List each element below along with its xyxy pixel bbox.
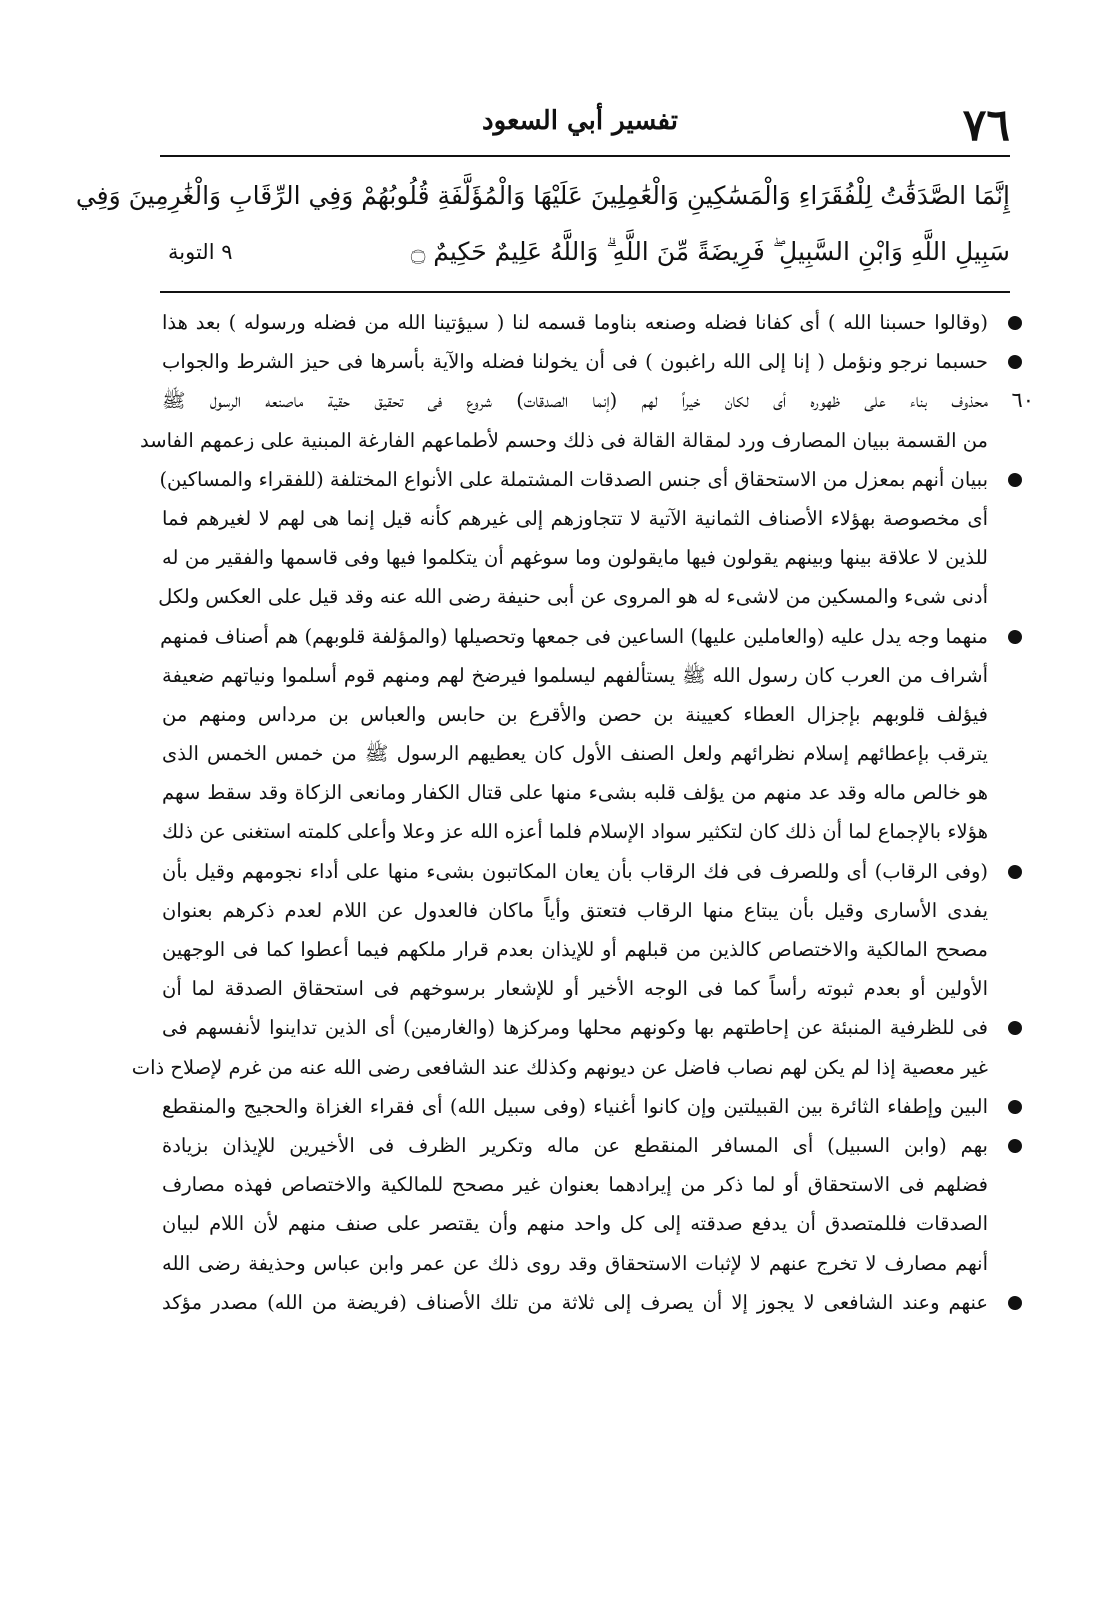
commentary-text: من القسمة ببيان المصارف ورد لمقالة القالة فى ذلك وحسم لأطماعهم الفارغة المبنية على زعمهم الفاسد [140,428,988,452]
verse-line: إِنَّمَا الصَّدَقَٰتُ لِلْفُقَرَاءِ وَالْمَسَٰكِينِ وَالْعَٰمِلِينَ عَلَيْهَا وَالْمُؤَلَّفَةِ قُلُوبُهُمْ وَفِي الرِّقَابِ وَالْغَٰرِمِينَ وَفِي [75,181,1010,210]
commentary-line [150,499,1030,538]
commentary-line [150,342,1030,381]
commentary-text: (وفى الرقاب) أى وللصرف فى فك الرقاب بأن يعان المكاتبون بشىء منها على أداء نجومهم وقيل بأن [162,859,988,883]
commentary-line [150,381,1034,420]
commentary-text: مصحح المالكية والاختصاص كالذين من قبلهم أو للإيذان بعدم قرار ملكهم فيما أعطوا كما فى الوجهين [162,938,988,961]
commentary-text: البين وإطفاء الثائرة بين القبيلتين وإن كانوا أغنياء (وفى سبيل الله) أى فقراء الغزاة والحجيج والمنقطع [162,1094,988,1118]
commentary-text: عنهم وعند الشافعى لا يجوز إلا أن يصرف إلى ثلاثة من تلك الأصناف (فريضة من الله) مصدر مؤكد [162,1290,988,1314]
page-number: ٧٦ [962,100,1010,151]
commentary-line [131,1048,1030,1087]
commentary-text: أشراف من العرب كان رسول الله ﷺ يستألفهم ليسلموا فيرضخ لهم ومنهم قوم أسلموا ونياتهم ضعيفة [162,663,988,687]
commentary-text: ببيان أنهم بمعزل من الاستحقاق أى جنس الصدقات المشتملة على الأنواع المختلفة (للفقراء والمساكين) [159,467,988,491]
commentary-line [150,891,1030,930]
commentary-text: أى مخصوصة بهؤلاء الأصناف الثمانية الآتية لا تتجاوزهم إلى غيرهم كأنه قيل إنما هى لهم لا لغيرهم فما [162,506,988,530]
commentary-text: الأولين أو بعدم ثبوته رأساً كما فى الوجه الأخير أو للإشعار برسوخهم فى استحقاق الصدقة لما أن [162,977,988,1001]
commentary-text: هو خالص ماله وقد عد منهم من يؤلف قلبه بشىء منها على قتال الكفار ومانعى الزكاة وقد سقط سهم [162,781,988,805]
bullet-marker [1008,1296,1022,1310]
commentary-text: يفدى الأسارى وقيل بأن يبتاع منها الرقاب فتعتق وأياً ماكان فالعدول عن اللام لعدم ذكرهم بعنوان [162,898,988,922]
commentary-line [150,812,1030,851]
commentary-text: بهم (وابن السبيل) أى المسافر المنقطع عن ماله وتكرير الظرف فى الأخيرين للإيذان بزيادة [162,1133,988,1157]
commentary-text: فضلهم فى الاستحقاق أو لما ذكر من إيرادهما بعنوان غير مصحح للمالكية والاختصاص فهذه مصارف [162,1173,988,1197]
verse-separator-rule [160,291,1010,293]
commentary-line [150,734,1030,773]
bullet-marker [1008,630,1022,644]
running-title: تفسير أبي السعود [482,106,678,136]
commentary-line [150,538,1030,577]
commentary-line [150,1008,1030,1047]
commentary-line [150,852,1030,891]
commentary-text: حسبما نرجو ونؤمل ( إنا إلى الله راغبون ) فى أن يخولنا فضله والآية بأسرها فى حيز الشرط والجواب [162,350,988,374]
commentary-text: الصدقات فللمتصدق أن يدفع صدقته إلى كل واحد منهم وأن يقتصر على صنف منهم لأن اللام لبيان [162,1212,988,1236]
verse-line-text: سَبِيلِ اللَّهِ وَابْنِ السَّبِيلِ ۖ فَرِيضَةً مِّنَ اللَّهِ ۗ وَاللَّهُ عَلِيمٌ حَكِيمٌ ۝ [410,237,1010,266]
surah-reference: ٩ التوبة [168,240,233,264]
commentary-line [150,1283,1030,1322]
commentary-line [150,656,1030,695]
commentary-line [150,1204,1030,1243]
commentary-line [150,1087,1030,1126]
bullet-marker [1008,355,1022,369]
commentary-line [150,617,1030,656]
bullet-marker [1008,473,1022,487]
commentary-block [131,303,1034,1322]
bullet-marker [1008,1021,1022,1035]
commentary-text: أنهم مصارف لا تخرج عنهم لا لإثبات الاستحقاق وقد روى ذلك عن عمر وابن عباس وحذيفة رضى الله [162,1251,988,1275]
header-rule [160,155,1010,157]
commentary-text: (وقالوا حسبنا الله ) أى كفانا فضله وصنعه بناوما قسمه لنا ( سيؤتينا الله من فضله ورسوله ) بعد هذا [162,311,988,334]
commentary-line [150,1244,1030,1283]
verse-margin-number: ٦٠ [1011,388,1034,413]
commentary-line [150,577,1030,616]
commentary-line [150,930,1030,969]
commentary-line [150,695,1030,734]
bullet-marker [1008,1100,1022,1114]
commentary-text: للذين لا علاقة بينها وبينهم يقولون فيها مايقولون وما سوغهم أن يتكلموا فيها وفى قاسمها والفقير من له [162,546,988,570]
bullet-marker [1008,865,1022,879]
commentary-text: غير معصية إذا لم يكن لهم نصاب فاضل عن ديونهم وكذلك عند الشافعى رضى الله عنه من غرم لإصلاح ذات [131,1055,988,1079]
commentary-line [150,303,1030,342]
commentary-text: منهما وجه يدل عليه (والعاملين عليها) الساعين فى جمعها وتحصيلها (والمؤلفة قلوبهم) هم أصناف فمنهم [160,624,988,648]
commentary-line [150,1165,1030,1204]
commentary-line [150,773,1030,812]
commentary-line [150,969,1030,1008]
verse-line-last [168,224,1010,280]
commentary-text: أدنى شىء والمسكين من لاشىء له هو المروى عن أبى حنيفة رضى الله عنه وقد قيل على العكس ولكل [158,585,988,609]
commentary-line [140,421,1030,460]
commentary-text: فى للظرفية المنبئة عن إحاطتهم بها وكونهم محلها ومركزها (والغارمين) أى الذين تداينوا لأنفسهم فى [162,1016,988,1040]
bullet-marker [1008,1139,1022,1153]
commentary-line [150,1126,1030,1165]
commentary-text: محذوف بناء على ظهوره أى لكان خيراً لهم (إنما الصدقات) شروع فى تحقيق حقية ماصنعه الرسول ﷺ [162,389,988,413]
commentary-text: يترقب بإعطائهم إسلام نظرائهم ولعل الصنف الأول كان يعطيهم الرسول ﷺ من خمس الخمس الذى [162,742,988,766]
commentary-line [150,460,1030,499]
commentary-text: فيؤلف قلوبهم بإجزال العطاء كعيينة بن حصن والأقرع بن حابس والعباس بن مرداس ومنهم من [162,702,988,726]
quran-verse-block [75,168,1010,280]
page-header [150,100,1010,152]
bullet-marker [1008,316,1022,330]
commentary-text: هؤلاء بالإجماع لما أن ذلك كان لتكثير سواد الإسلام فلما أعزه الله عز وعلا وأعلى كلمته استغنى عن ذلك [162,820,988,844]
